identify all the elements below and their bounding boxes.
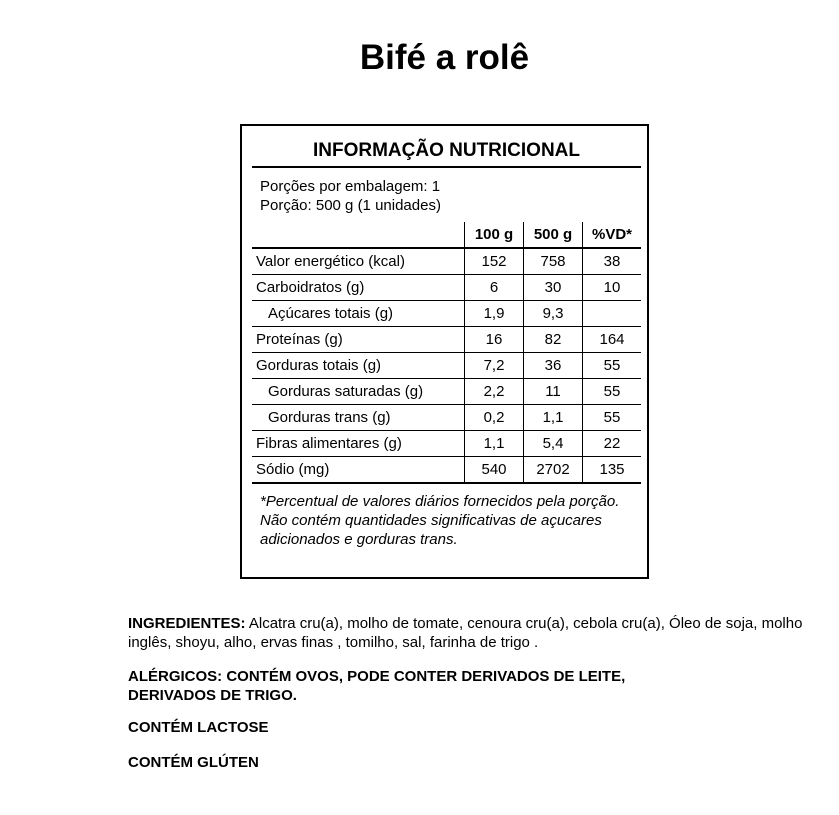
table-row — [252, 248, 641, 275]
header-vd: %VD* — [583, 222, 642, 248]
ingredients-label: INGREDIENTES: — [128, 615, 246, 632]
value-500g: 82 — [524, 327, 583, 353]
header-500g: 500 g — [524, 222, 583, 248]
table-row — [252, 405, 641, 431]
value-100g: 0,2 — [465, 405, 524, 431]
value-100g: 1,1 — [465, 431, 524, 457]
value-vd: 135 — [583, 457, 642, 484]
value-vd: 10 — [583, 275, 642, 301]
value-500g: 30 — [524, 275, 583, 301]
value-500g: 758 — [524, 248, 583, 275]
footnote-daily-values: *Percentual de valores diários fornecidos pela porção. — [260, 493, 620, 510]
value-500g: 1,1 — [524, 405, 583, 431]
footnote-not-significant: Não contém quantidades significativas de açucares adicionados e gorduras trans. — [260, 512, 602, 548]
value-vd: 55 — [583, 405, 642, 431]
table-row — [252, 327, 641, 353]
value-100g: 1,9 — [465, 301, 524, 327]
nutrition-heading: INFORMAÇÃO NUTRICIONAL — [252, 140, 641, 168]
value-500g: 9,3 — [524, 301, 583, 327]
nutrition-table-header — [252, 222, 641, 248]
value-100g: 16 — [465, 327, 524, 353]
serving-size: Porção: 500 g (1 unidades) — [260, 197, 441, 214]
value-100g: 6 — [465, 275, 524, 301]
value-100g: 152 — [465, 248, 524, 275]
nutrient-label: Proteínas (g) — [252, 327, 465, 353]
value-500g: 2702 — [524, 457, 583, 484]
nutrient-label: Gorduras saturadas (g) — [252, 379, 465, 405]
nutrient-label: Gorduras trans (g) — [252, 405, 465, 431]
value-vd: 164 — [583, 327, 642, 353]
table-row — [252, 457, 641, 484]
value-500g: 36 — [524, 353, 583, 379]
allergens-notice: ALÉRGICOS: CONTÉM OVOS, PODE CONTER DERIVADOS DE LEITE, DERIVADOS DE TRIGO. — [128, 668, 626, 704]
servings-per-package: Porções por embalagem: 1 — [260, 178, 441, 195]
table-row — [252, 379, 641, 405]
header-nutrient — [252, 222, 465, 248]
value-500g: 11 — [524, 379, 583, 405]
value-100g: 2,2 — [465, 379, 524, 405]
ingredients-text: Alcatra cru(a), molho de tomate, cenoura cru(a), cebola cru(a), Óleo de soja, molho inglês, shoyu, alho, ervas finas , tomilho, sal, farinha de trigo . — [128, 615, 803, 651]
serving-info — [260, 177, 441, 215]
value-100g: 540 — [465, 457, 524, 484]
lactose-notice: CONTÉM LACTOSE — [128, 719, 269, 736]
header-100g: 100 g — [465, 222, 524, 248]
table-row — [252, 353, 641, 379]
value-500g: 5,4 — [524, 431, 583, 457]
ingredients-section — [128, 614, 818, 652]
value-vd: 22 — [583, 431, 642, 457]
value-vd — [583, 301, 642, 327]
nutrient-label: Sódio (mg) — [252, 457, 465, 484]
value-vd: 55 — [583, 379, 642, 405]
value-vd: 55 — [583, 353, 642, 379]
product-title: Bifé a rolê — [359, 38, 530, 77]
nutrient-label: Açúcares totais (g) — [252, 301, 465, 327]
nutrition-table — [252, 222, 641, 484]
nutrient-label: Carboidratos (g) — [252, 275, 465, 301]
table-row — [252, 301, 641, 327]
table-row — [252, 275, 641, 301]
nutrition-facts-panel — [240, 124, 649, 579]
nutrient-label: Valor energético (kcal) — [252, 248, 465, 275]
value-100g: 7,2 — [465, 353, 524, 379]
nutrition-footnote — [260, 492, 635, 549]
value-vd: 38 — [583, 248, 642, 275]
nutrient-label: Fibras alimentares (g) — [252, 431, 465, 457]
table-row — [252, 431, 641, 457]
gluten-notice: CONTÉM GLÚTEN — [128, 754, 259, 771]
nutrient-label: Gorduras totais (g) — [252, 353, 465, 379]
